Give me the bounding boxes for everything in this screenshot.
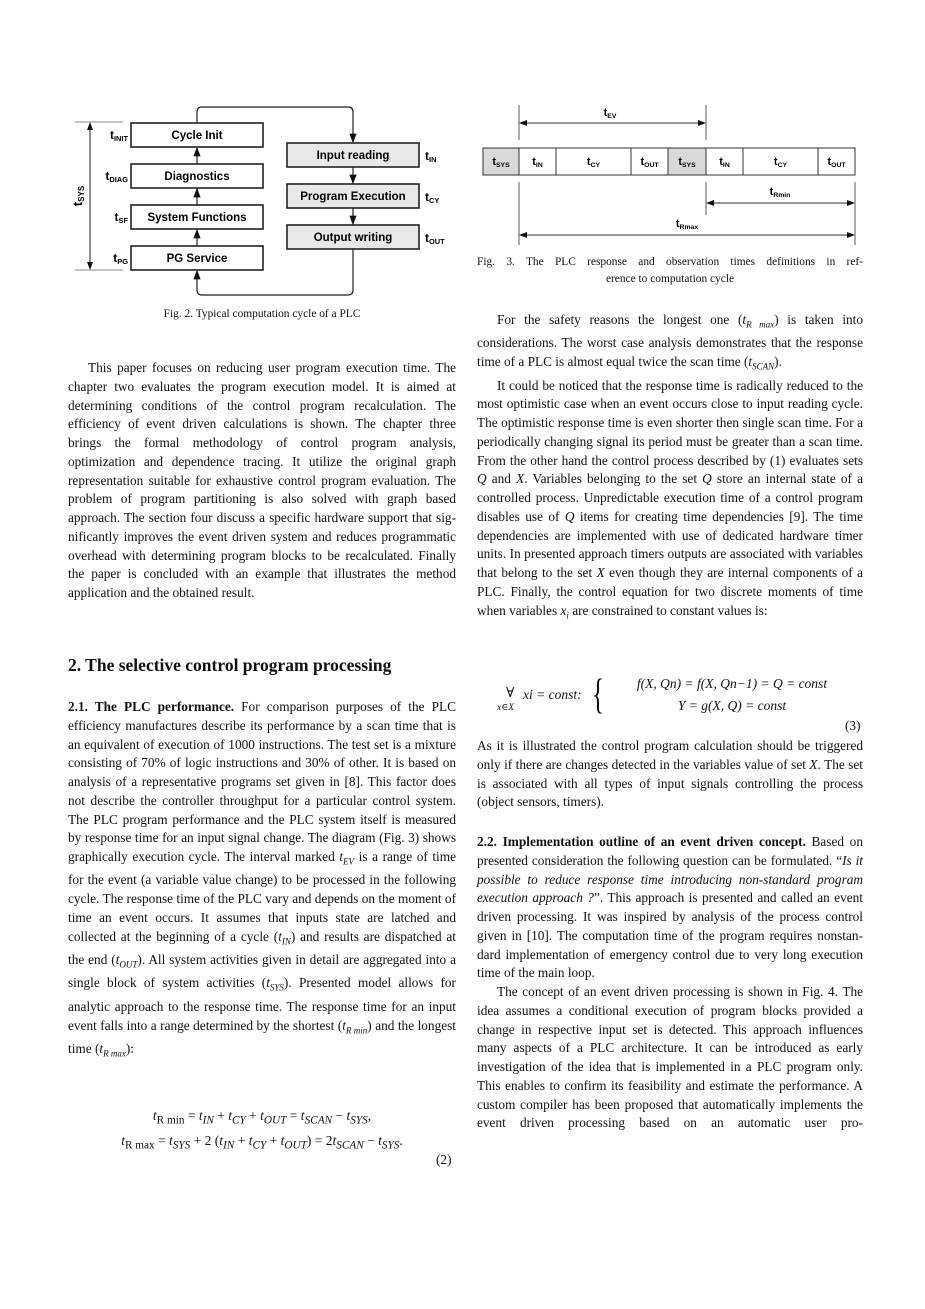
math-subscript: R max	[103, 1048, 126, 1059]
fig2-diagram	[70, 107, 445, 295]
cycle-cell	[668, 148, 706, 175]
subsection-heading: 2.1. The PLC performance.	[68, 699, 235, 714]
equation-number: (3)	[845, 718, 861, 733]
block-label: Input reading	[316, 150, 390, 162]
block-label: Program Execution	[300, 191, 406, 203]
text-run: ) and results are dispatched at the end (	[68, 928, 457, 968]
section-2-2	[477, 833, 863, 1133]
math-subscript: R max	[746, 319, 775, 330]
paragraph	[68, 698, 456, 1063]
equation-2	[68, 1108, 456, 1151]
text-run: For comparison purposes of the PLC efficiency manufactures describe its performance by a scan time that is an equivalent of execution of 1000 instructions. The test set is a mixture consisting of 70% of logic instructions and 30% of other. It is based on analysis of a representative programs set given in [8]. This factor does not describe the controller throughput for a particular control system. The PLC program performance and the PLC system itself is measured by response time for an input signal change. The diagram (Fig. 3) shows graphically execution cycle. The interval marked	[68, 699, 456, 864]
text-run: ):	[125, 1041, 134, 1057]
math-var: Q	[477, 471, 487, 487]
cycle-block	[113, 246, 263, 270]
math-var: Q	[702, 471, 712, 487]
text-run: It could be noticed that the response time is radically reduced to the most optimistic case when an event occurs close to input reading cycle. The optimistic response time is even shorter then single scan time. For a periodically changing signal its period must be greater than a scan time. From the other hand the control process described by (1) evaluates sets	[477, 377, 863, 468]
equation-3-line1: f(X, Qn) = f(X, Qn−1) = Q = const	[636, 676, 828, 691]
tev-label: tEV	[603, 107, 617, 120]
cycle-block	[287, 143, 436, 167]
math-subscript: SYS	[269, 983, 284, 994]
math-symbol	[560, 602, 569, 621]
time-label: tIN	[719, 156, 730, 169]
cycle-block	[105, 164, 263, 188]
math-var: Q	[564, 508, 575, 524]
math-var: X	[596, 565, 605, 581]
cycle-cell	[631, 148, 668, 175]
fig3-diagram	[483, 105, 855, 245]
paragraph	[477, 311, 863, 377]
fig2-caption: Fig. 2. Typical computation cycle of a PLC	[163, 308, 361, 320]
equation-number: (2)	[436, 1152, 452, 1167]
equation-2-line2: $t_{R max} = t_{SYS} + 2$ $(t_{IN} + t_{CY} + t_{OUT}) = 2t_{SCAN} - t_{SYS}$.	[121, 1132, 403, 1152]
math-symbol	[477, 471, 487, 486]
math-symbol	[99, 1041, 126, 1059]
math-var: x	[560, 602, 567, 618]
math-subscript: EV	[343, 856, 355, 867]
math-var: t	[742, 312, 747, 327]
cycle-block	[114, 205, 263, 229]
cycle-cell	[483, 148, 519, 175]
block-label: Diagnostics	[164, 171, 230, 183]
text-run: . The set is associated with all types of input signals controlling the process (object sensors, timers).	[477, 756, 863, 810]
text-run: even though they are internal components of a PLC. Finally, the control equation for two discrete moments of time when variables	[477, 565, 864, 618]
text-run: As it is illustrated the control program calculation should be triggered only if there are changes detected in the variables value of set	[477, 738, 863, 772]
section-heading: 2. The selective control program processing	[68, 655, 392, 675]
quantifier-domain: x∈X	[497, 703, 515, 713]
text-run: ). All system activities given in detail are aggregated into a single block of system activities (	[68, 952, 456, 991]
time-label: tSYS	[492, 156, 510, 169]
cycle-block	[287, 184, 439, 208]
math-symbol	[266, 975, 284, 994]
math-var: t	[339, 849, 344, 864]
math-var: t	[342, 1017, 346, 1033]
math-symbol	[809, 757, 817, 772]
paragraph	[477, 983, 863, 1133]
trmax-label: tRmax	[675, 218, 699, 231]
math-symbol	[597, 565, 605, 580]
cycle-block	[287, 225, 445, 249]
right-text-2	[477, 737, 863, 812]
math-symbol	[342, 1017, 368, 1036]
block-label: PG Service	[166, 253, 228, 265]
block-label: System Functions	[147, 212, 247, 224]
math-symbol	[278, 928, 291, 947]
text-run: and	[486, 471, 517, 487]
block-label: Output writing	[313, 232, 393, 244]
time-label: tPG	[113, 251, 128, 266]
time-label: tINIT	[109, 128, 128, 143]
math-symbol	[748, 354, 775, 372]
math-var: t	[266, 975, 270, 991]
forall-symbol: ∀	[506, 686, 515, 701]
time-label: tCY	[773, 156, 788, 169]
time-label: tSF	[114, 210, 128, 225]
paragraph	[477, 737, 863, 812]
text-run: ”. This approach is presented and called an event driven processing. It was inspired by analysis of the process control given in [10]. The computation time of the program requires nonstandard implementation of emergency control due to very long execution time of the main loop.	[477, 890, 863, 981]
cycle-cell	[519, 148, 556, 175]
time-label: tSYS	[678, 156, 696, 169]
text-run: For the safety reasons the longest one (	[497, 312, 743, 327]
math-var: X	[809, 756, 818, 772]
time-label: tCY	[425, 190, 440, 205]
brace: {	[592, 672, 605, 718]
text-run: ) is taken into considerations. The worst case analysis demonstrates that the response time of a PLC is almost equal twice the scan time (	[477, 312, 863, 370]
time-label: tCY	[586, 156, 601, 169]
time-label: tOUT	[425, 231, 445, 246]
math-symbol	[115, 952, 138, 970]
cycle-cell	[556, 148, 631, 175]
time-label: tIN	[532, 156, 543, 169]
emphasis-text: Is it possible to reduce response time introducing non-standard program execution approach ?	[477, 852, 863, 906]
cycle-cell	[743, 148, 818, 175]
fig3-caption-line1: Fig. 3. The PLC response and observation times definitions in ref-	[477, 256, 863, 268]
math-subscript: R min	[345, 1025, 368, 1036]
math-var: t	[748, 354, 753, 370]
math-symbol	[742, 312, 775, 330]
math-var: X	[516, 471, 525, 487]
math-subscript: SCAN	[752, 361, 775, 372]
cycle-cell	[818, 148, 855, 175]
trmin-label: tRmin	[769, 186, 791, 199]
time-label: tDIAG	[105, 169, 128, 184]
fig3-caption-line2: erence to computation cycle	[605, 272, 735, 285]
math-var: t	[115, 952, 120, 968]
math-var: t	[99, 1041, 104, 1057]
math-subscript: i	[566, 610, 569, 621]
math-symbol	[702, 471, 712, 486]
text-run: ) and the longest time (	[68, 1017, 456, 1057]
paragraph: This paper focuses on reducing user program execution time. The chapter two evaluates the program execution model. It is aimed at determining conditions of the control program recalculation. The efficiency of event driven calculations is shown. The chapter three brings the formal methodology of control program analysis, optimization and dependence tracing. It utilize the original graph representation suitable for exhaustive control program evaluation. The problem of program partitioning is also solved with graph based approach. The section four discuss a specific hardware support that significantly improves the event driven system and reduces programmatic overhead with determining program blocks to be recalculated. Finally the paper is concluded with an example that illustrates the method application and the obtained result.	[68, 360, 456, 600]
text-run: is a range of time for the event (a variable value change) to be processed in the following cycle. The response time of the PLC vary and depends on the moment of time an event occurs. It assumes that inputs state are latched and collected at the beginning of a cycle (	[68, 849, 456, 944]
intro-paragraph	[68, 359, 456, 603]
text-run: store an internal state of a controlled process. Unpredictable execution time of a control program disables use of	[477, 471, 863, 524]
subsection-heading: 2.2. Implementation outline of an event driven concept.	[477, 834, 806, 849]
equation-3-line2: Y = g(X, Q) = const	[677, 698, 787, 713]
text-run: Based on presented consideration the following question can be formulated. “	[477, 834, 863, 868]
math-subscript: IN	[281, 936, 291, 947]
equation-2-line1: $t_{R min} = t_{IN} + t_{CY} + t_{OUT} = t_{SCAN} - t_{SYS}$,	[152, 1108, 372, 1127]
fig3-caption	[477, 254, 863, 287]
text-run: ). Presented model allows for analytic approach to the response time. The response time for an input event falls into a range determined by the shortest (	[68, 975, 456, 1033]
math-symbol	[339, 849, 355, 867]
text-run: items for creating time dependencies [9]. The time dependencies are implemented with use of dedicated hardware timer units. In presented approach timers outputs are associated with variables that belong to the set	[477, 508, 863, 581]
tsys-label: tSYS	[70, 185, 86, 207]
text-run: . Variables belonging to the set	[524, 471, 703, 487]
text-run: The concept of an event driven processing is shown in Fig. 4. The idea assumes a conditional execution of program blocks provided a change in respective input set is detected. This approach influences many aspects of a PLC architecture. It can be introduced as early investigation of the idea that is implemented in a PLC program only. This enables to confirm its feasibility and estimate the performance. A custom compiler has been proposed that automatically implements the event driven processing based on an automatic user pro-	[477, 984, 863, 1131]
text-run: ).	[774, 354, 782, 370]
paragraph	[477, 377, 863, 625]
math-symbol	[516, 471, 524, 486]
cycle-block	[110, 123, 263, 147]
block-label: Cycle Init	[171, 130, 223, 142]
math-var: t	[278, 928, 282, 944]
text-run: are constrained to constant values is:	[568, 602, 768, 618]
time-label: tIN	[425, 149, 437, 164]
time-label: tOUT	[640, 156, 659, 169]
paragraph	[477, 833, 863, 983]
equation-3-lhs: xi = const:	[523, 687, 582, 702]
time-label: tOUT	[827, 156, 846, 169]
math-subscript: OUT	[119, 959, 138, 970]
cycle-cell	[706, 148, 743, 175]
section-2-1	[68, 698, 456, 1063]
right-text-1	[477, 311, 863, 625]
